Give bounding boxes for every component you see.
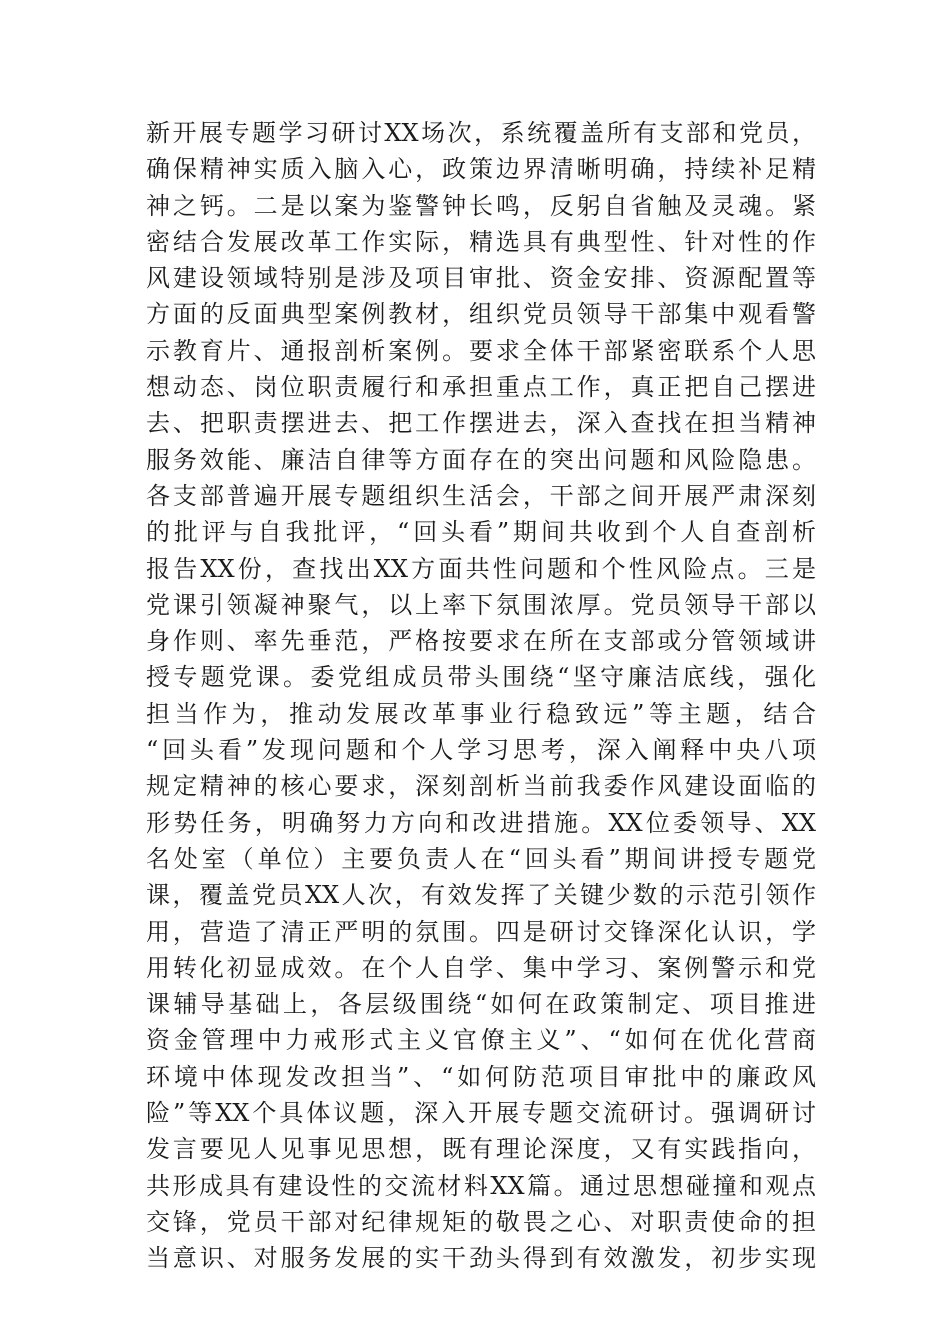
text-line: 风建设领域特别是涉及项目审批、资金安排、资源配置等 xyxy=(146,264,816,293)
text-line: 课辅导基础上，各层级围绕“如何在政策制定、项目推进 xyxy=(146,990,816,1019)
text-line: 去、把职责摆进去、把工作摆进去，深入查找在担当精神 xyxy=(146,409,816,438)
text-line: 规定精神的核心要求，深刻剖析当前我委作风建设面临的 xyxy=(146,772,816,801)
text-line: 神之钙。二是以案为鉴警钟长鸣，反躬自省触及灵魂。紧 xyxy=(146,191,816,220)
text-line: 党课引领凝神聚气，以上率下氛围浓厚。党员领导干部以 xyxy=(146,590,816,619)
text-line: 担当作为，推动发展改革事业行稳致远”等主题，结合 xyxy=(146,699,816,728)
text-line: 密结合发展改革工作实际，精选具有典型性、针对性的作 xyxy=(146,227,816,256)
text-line: 用转化初显成效。在个人自学、集中学习、案例警示和党 xyxy=(146,953,816,982)
text-line: 方面的反面典型案例教材，组织党员领导干部集中观看警 xyxy=(146,300,816,329)
text-line: 确保精神实质入脑入心，政策边界清晰明确，持续补足精 xyxy=(146,155,816,184)
text-line: 的批评与自我批评，“回头看”期间共收到个人自查剖析 xyxy=(146,518,816,547)
text-line: 交锋，党员干部对纪律规矩的敬畏之心、对职责使命的担 xyxy=(146,1207,816,1236)
body-text xyxy=(146,115,816,1277)
text-line: 险”等XX个具体议题，深入开展专题交流研讨。强调研讨 xyxy=(146,1099,816,1128)
text-line: 用，营造了清正严明的氛围。四是研讨交锋深化认识，学 xyxy=(146,917,816,946)
text-line: 共形成具有建设性的交流材料XX篇。通过思想碰撞和观点 xyxy=(146,1171,816,1200)
text-line: 课，覆盖党员XX人次，有效发挥了关键少数的示范引领作 xyxy=(146,881,816,910)
text-line: 环境中体现发改担当”、“如何防范项目审批中的廉政风 xyxy=(146,1062,816,1091)
text-line: 身作则、率先垂范，严格按要求在所在支部或分管领域讲 xyxy=(146,627,816,656)
text-line: 资金管理中力戒形式主义官僚主义”、“如何在优化营商 xyxy=(146,1026,816,1055)
text-line: 各支部普遍开展专题组织生活会，干部之间开展严肃深刻 xyxy=(146,481,816,510)
text-line: 发言要见人见事见思想，既有理论深度，又有实践指向， xyxy=(146,1135,816,1164)
text-line: 形势任务，明确努力方向和改进措施。XX位委领导、XX xyxy=(146,808,816,837)
text-line: 想动态、岗位职责履行和承担重点工作，真正把自己摆进 xyxy=(146,373,816,402)
text-line: 报告XX份，查找出XX方面共性问题和个性风险点。三是 xyxy=(146,554,816,583)
text-line: 当意识、对服务发展的实干劲头得到有效激发，初步实现 xyxy=(146,1244,816,1273)
text-line: 新开展专题学习研讨XX场次，系统覆盖所有支部和党员， xyxy=(146,119,816,147)
text-line: 授专题党课。委党组成员带头围绕“坚守廉洁底线，强化 xyxy=(146,663,816,692)
text-line: 服务效能、廉洁自律等方面存在的突出问题和风险隐患。 xyxy=(146,445,816,474)
text-line: 名处室（单位）主要负责人在“回头看”期间讲授专题党 xyxy=(146,844,816,873)
text-line: “回头看”发现问题和个人学习思考，深入阐释中央八项 xyxy=(146,736,816,765)
text-line: 示教育片、通报剖析案例。要求全体干部紧密联系个人思 xyxy=(146,336,816,365)
